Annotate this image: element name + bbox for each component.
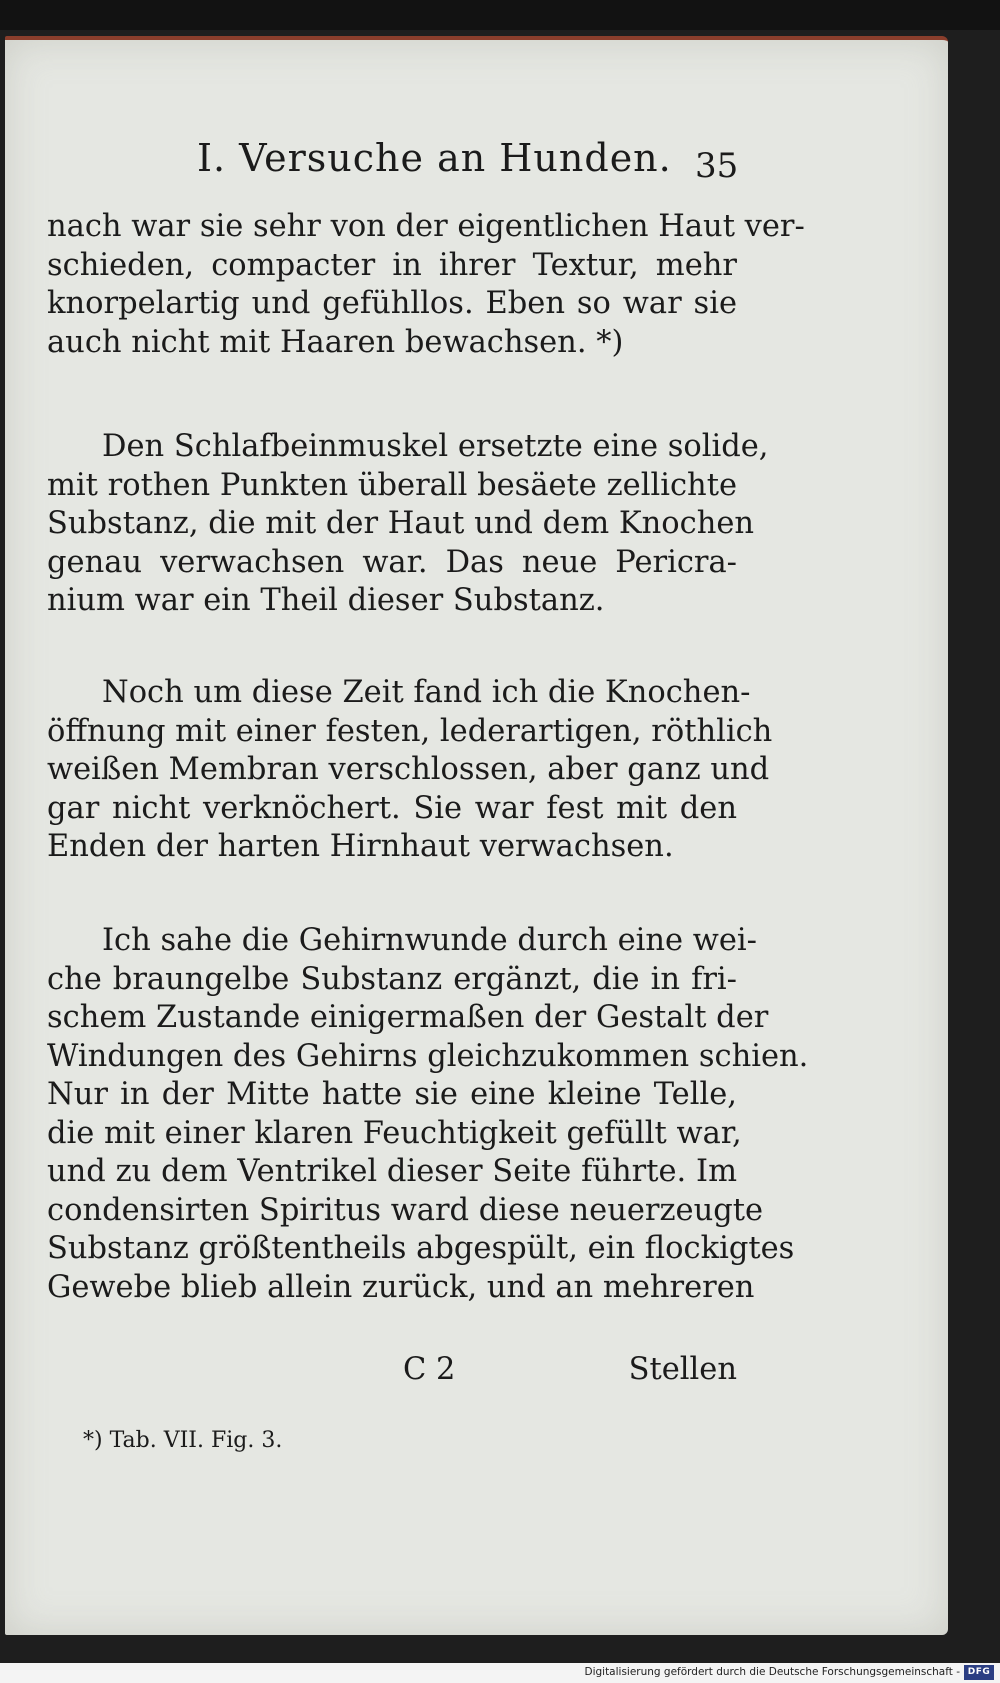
paragraph-4	[47, 922, 809, 1307]
digitization-credit-bar	[0, 1663, 1000, 1683]
text-line: Windungen des Gehirns gleichzukommen schien.	[47, 1038, 809, 1074]
text-line: schieden, compacter in ihrer Textur, mehr	[47, 247, 737, 283]
catchword: Stellen	[628, 1352, 737, 1387]
page-number: 35	[695, 146, 739, 186]
text-line: weißen Membran verschlossen, aber ganz und	[47, 752, 770, 787]
credit-text: Digitalisierung gefördert durch die Deutsche Forschungsgemeinschaft -	[584, 1666, 960, 1678]
paragraph-1	[47, 208, 805, 362]
text-line: genau verwachsen war. Das neue Pericra-	[47, 544, 737, 580]
paragraph-2	[47, 428, 769, 621]
text-line: Den Schlafbeinmuskel ersetzte eine solide,	[102, 429, 769, 464]
text-line: Gewebe blieb allein zurück, und an mehreren	[47, 1269, 755, 1305]
scan-top-edge	[0, 0, 1000, 30]
text-line: die mit einer klaren Feuchtigkeit gefüllt war,	[47, 1115, 742, 1151]
dfg-logo-icon: DFG	[964, 1665, 994, 1680]
text-line: mit rothen Punkten überall besäete zellichte	[47, 467, 737, 503]
text-line: Enden der harten Hirnhaut verwachsen.	[47, 829, 674, 864]
footnote: *) Tab. VII. Fig. 3.	[83, 1428, 283, 1453]
paragraph-3	[47, 674, 773, 867]
text-line: nium war ein Theil dieser Substanz.	[47, 583, 605, 618]
book-page	[5, 36, 948, 1635]
text-line: Substanz, die mit der Haut und dem Knochen	[47, 506, 755, 541]
text-line: Ich sahe die Gehirnwunde durch eine wei-	[102, 923, 757, 958]
running-head: I. Versuche an Hunden.	[197, 136, 672, 180]
text-line: condensirten Spiritus ward diese neuerzeugte	[47, 1192, 764, 1228]
text-line: und zu dem Ventrikel dieser Seite führte. Im	[47, 1154, 737, 1189]
text-line: gar nicht verknöchert. Sie war fest mit den	[47, 790, 737, 826]
text-line: knorpelartig und gefühllos. Eben so war sie	[47, 286, 737, 321]
text-line: che braungelbe Substanz ergänzt, die in fri-	[47, 961, 737, 997]
text-line: auch nicht mit Haaren bewachsen. *)	[47, 324, 624, 360]
text-line: Nur in der Mitte hatte sie eine kleine Telle,	[47, 1077, 737, 1112]
text-line: Noch um diese Zeit fand ich die Knochen-	[102, 675, 751, 710]
signature-mark: C 2	[403, 1352, 456, 1387]
text-line: öffnung mit einer festen, lederartigen, röthlich	[47, 713, 773, 749]
text-line: Substanz größtentheils abgespült, ein flockigtes	[47, 1231, 795, 1266]
page-foot	[47, 1352, 737, 1392]
text-line: nach war sie sehr von der eigentlichen Haut ver-	[47, 209, 805, 244]
text-line: schem Zustande einigermaßen der Gestalt der	[47, 1000, 769, 1035]
